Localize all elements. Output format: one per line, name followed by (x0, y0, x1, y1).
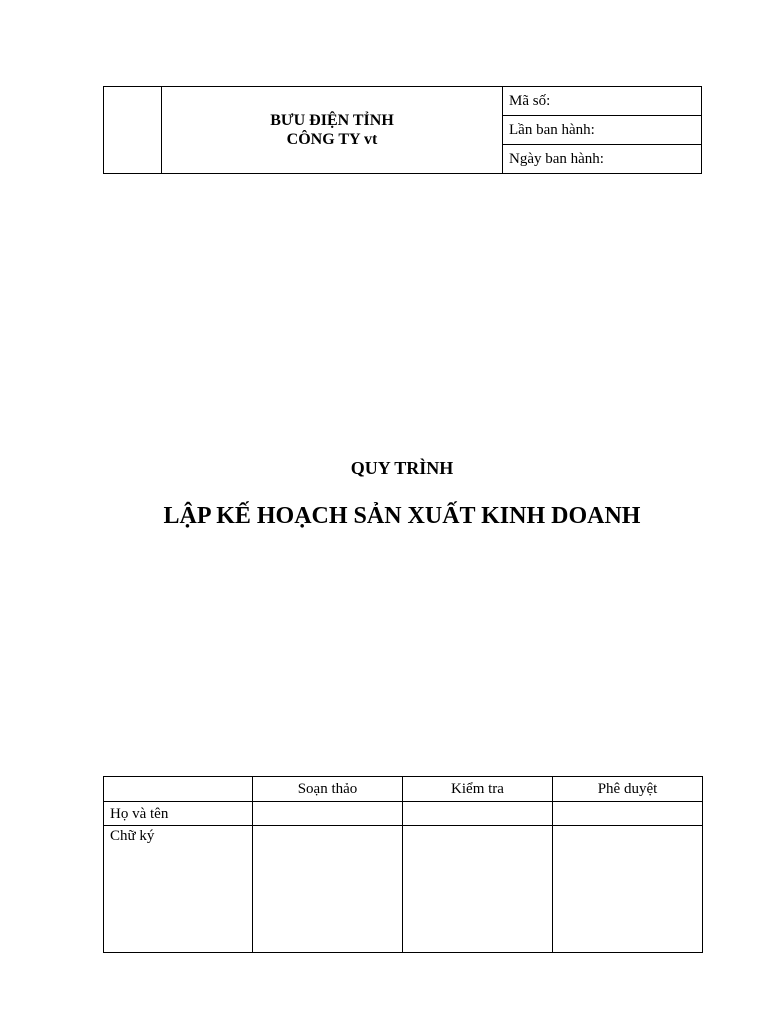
draft-name-cell (253, 802, 403, 826)
issue-date-label: Ngày ban hành: (503, 145, 702, 174)
name-row (104, 802, 703, 826)
document-header-table (103, 86, 702, 174)
approve-signature-cell (553, 826, 703, 953)
signature-row (104, 826, 703, 953)
issue-number-label: Lần ban hành: (503, 116, 702, 145)
review-name-cell (403, 802, 553, 826)
column-header-draft: Soạn thảo (253, 777, 403, 802)
approval-header-row (104, 777, 703, 802)
document-code-label: Mã số: (503, 87, 702, 116)
document-type-title: QUY TRÌNH (350, 458, 454, 478)
approval-table (103, 776, 703, 953)
company-line-1: BƯU ĐIỆN TỈNH (270, 112, 394, 129)
document-main-title: LẬP KẾ HOẠCH SẢN XUẤT KINH DOANH (163, 503, 641, 529)
draft-signature-cell (253, 826, 403, 953)
company-name-cell (162, 87, 503, 174)
logo-cell (104, 87, 162, 174)
name-row-label: Họ và tên (104, 802, 253, 826)
company-line-2: CÔNG TY vt (286, 131, 378, 148)
review-signature-cell (403, 826, 553, 953)
signature-row-label: Chữ ký (104, 826, 253, 953)
approve-name-cell (553, 802, 703, 826)
column-header-review: Kiểm tra (403, 777, 553, 802)
column-header-approve: Phê duyệt (553, 777, 703, 802)
approval-corner-cell (104, 777, 253, 802)
